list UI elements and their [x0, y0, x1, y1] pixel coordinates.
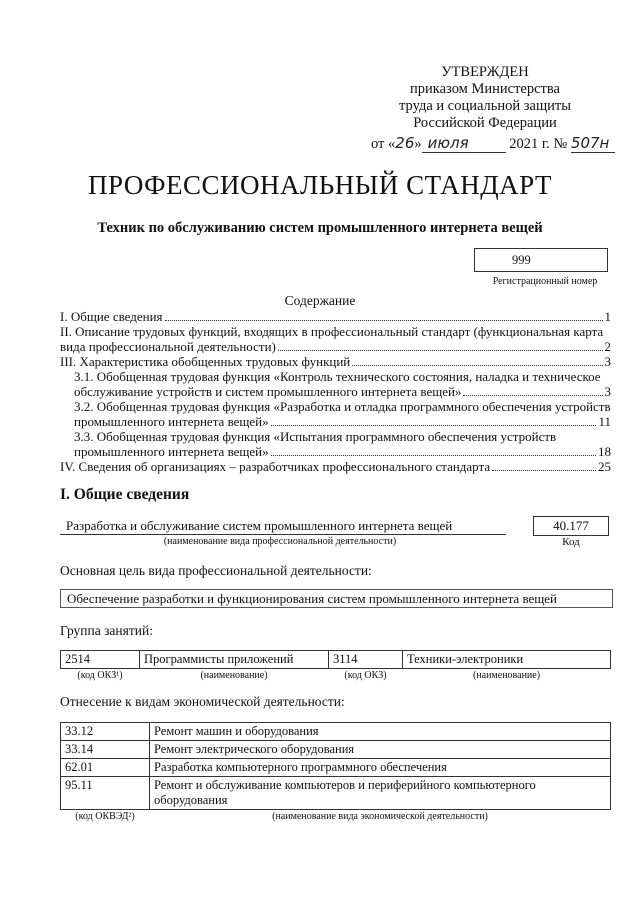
table-of-contents — [60, 309, 611, 474]
okz-name: Программисты приложений — [140, 651, 329, 669]
okz-code: 2514 — [61, 651, 140, 669]
goal-text: Обеспечение разработки и функционирования систем промышленного интернета вещей — [60, 589, 613, 608]
approval-line: приказом Министерства — [410, 81, 560, 97]
table-row — [61, 777, 611, 810]
toc-item[interactable]: 3.3. Обобщенная трудовая функция «Испытания программного обеспечения устройств промышленного интернета вещей» 18 — [74, 429, 611, 459]
order-number: 507н — [571, 134, 615, 153]
table-row — [61, 651, 611, 669]
group-label: Группа занятий: — [60, 623, 153, 638]
table-row — [61, 810, 611, 824]
okz-name-caption: (наименование) — [200, 670, 268, 681]
okved-name: Ремонт и обслуживание компьютеров и периферийного компьютерного оборудования — [150, 777, 611, 810]
okved-name-caption: (наименование вида экономической деятельности) — [272, 811, 488, 822]
toc-item[interactable]: 3.1. Обобщенная трудовая функция «Контроль технического состояния, наладка и техническое обслуживание устройств и систем промышленного интернета вещей» 3 — [74, 369, 611, 399]
table-row — [61, 759, 611, 777]
date-day: 26 — [395, 134, 415, 152]
okved-code: 62.01 — [61, 759, 150, 777]
approval-title: УТВЕРЖДЕН — [441, 64, 529, 80]
registration-number-box — [474, 248, 608, 272]
okved-code: 33.14 — [61, 741, 150, 759]
approval-date: от «26» июля 2021 г. № 507н — [371, 134, 615, 153]
toc-item[interactable]: III. Характеристика обобщенных трудовых функций 3 — [60, 354, 611, 369]
table-row — [61, 741, 611, 759]
toc-item[interactable]: II. Описание трудовых функций, входящих в профессиональный стандарт (функциональная карта вида профессиональной деятельности) 2 — [60, 324, 611, 354]
contents-heading: Содержание — [284, 293, 356, 308]
approval-line: труда и социальной защиты — [399, 98, 571, 114]
page-subtitle: Техник по обслуживанию систем промышленного интернета вещей — [97, 220, 543, 236]
okz-code-caption: (код ОКЗ¹) — [77, 670, 123, 681]
okved-name: Ремонт электрического оборудования — [150, 741, 611, 759]
okved-name: Разработка компьютерного программного обеспечения — [150, 759, 611, 777]
registration-number: 999 — [512, 253, 531, 267]
activity-code: 40.177 — [533, 516, 609, 536]
toc-item[interactable]: IV. Сведения об организациях – разработчиках профессионального стандарта 25 — [60, 459, 611, 474]
econ-activity-table — [60, 722, 611, 823]
okved-code: 33.12 — [61, 723, 150, 741]
date-month: июля — [422, 134, 506, 153]
occupation-groups-table — [60, 650, 611, 682]
toc-item[interactable]: I. Общие сведения 1 — [60, 309, 611, 324]
table-row — [61, 723, 611, 741]
section-heading: I. Общие сведения — [60, 486, 190, 503]
approval-block — [300, 64, 630, 132]
okved-name: Ремонт машин и оборудования — [150, 723, 611, 741]
page-title: ПРОФЕССИОНАЛЬНЫЙ СТАНДАРТ — [87, 170, 553, 200]
econ-label: Отнесение к видам экономической деятельности: — [60, 694, 345, 709]
activity-caption: (наименование вида профессиональной деятельности) — [163, 536, 397, 547]
goal-label: Основная цель вида профессиональной деятельности: — [60, 563, 372, 578]
okved-code: 95.11 — [61, 777, 150, 810]
okved-code-caption: (код ОКВЭД²) — [75, 811, 135, 822]
table-row — [61, 669, 611, 683]
okz-name: Техники-электроники — [403, 651, 611, 669]
approval-line: Российской Федерации — [413, 115, 557, 131]
okz-code: 3114 — [329, 651, 403, 669]
activity-name: Разработка и обслуживание систем промышленного интернета вещей — [60, 518, 506, 535]
okz-name-caption: (наименование) — [472, 670, 541, 681]
registration-label: Регистрационный номер — [492, 276, 598, 287]
okz-code-caption: (код ОКЗ) — [344, 670, 387, 681]
toc-item[interactable]: 3.2. Обобщенная трудовая функция «Разработка и отладка программного обеспечения устройств промышленного интернета вещей» 11 — [74, 399, 611, 429]
code-caption: Код — [562, 536, 580, 548]
